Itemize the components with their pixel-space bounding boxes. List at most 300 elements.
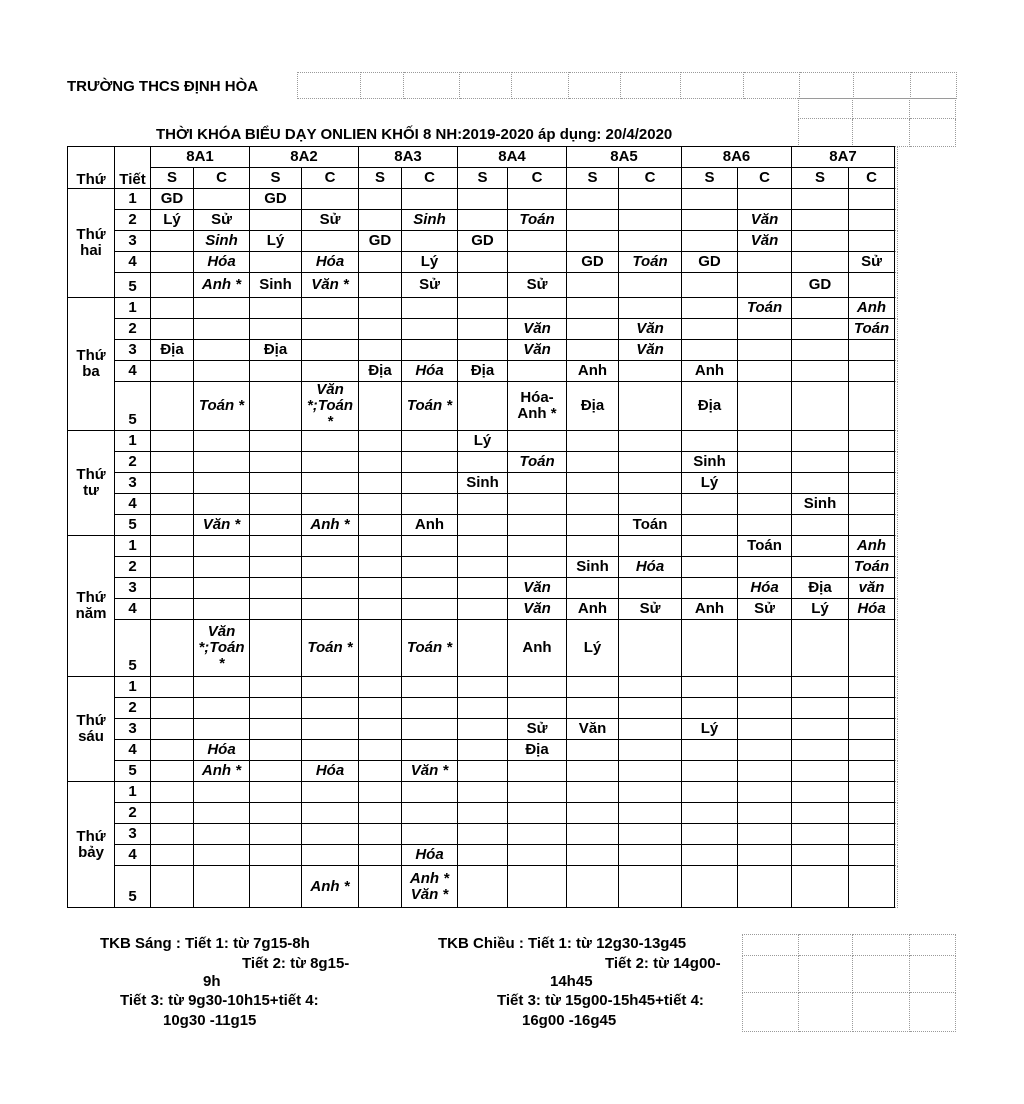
subject-cell: Toán (508, 452, 567, 473)
day-label: Thứ hai (68, 189, 115, 298)
subject-cell (194, 452, 250, 473)
subject-cell (151, 677, 194, 698)
subject-cell (250, 761, 302, 782)
subject-cell: Toán (619, 252, 682, 273)
subject-cell: Văn *;Toán * (302, 382, 359, 431)
subject-cell: Anh (849, 536, 895, 557)
subject-cell: Văn * (194, 515, 250, 536)
subject-cell: Văn * (302, 273, 359, 298)
subject-cell (849, 620, 895, 677)
sheet-cell (895, 761, 898, 782)
subject-cell (402, 824, 458, 845)
sheet-cell (895, 620, 898, 677)
subject-cell: Hóa (402, 361, 458, 382)
subject-cell (302, 719, 359, 740)
subject-cell (359, 536, 402, 557)
subject-cell (359, 677, 402, 698)
subject-cell (619, 824, 682, 845)
subject-cell (792, 824, 849, 845)
session-header: S (458, 168, 508, 189)
class-header-8a4: 8A4 (458, 147, 567, 168)
note-afternoon-2a: Tiết 2: từ 14g00- (605, 955, 721, 972)
subject-cell (359, 515, 402, 536)
subject-cell: Toán (738, 298, 792, 319)
subject-cell (738, 782, 792, 803)
subject-cell (738, 189, 792, 210)
subject-cell (619, 578, 682, 599)
subject-cell (849, 677, 895, 698)
subject-cell (849, 382, 895, 431)
subject-cell (619, 382, 682, 431)
subject-cell (194, 782, 250, 803)
subject-cell: Sử (402, 273, 458, 298)
subject-cell (792, 782, 849, 803)
day-label: Thứ ba (68, 298, 115, 431)
note-morning-3b: 10g30 -11g15 (163, 1012, 257, 1029)
subject-cell: Văn *;Toán * (194, 620, 250, 677)
subject-cell (849, 473, 895, 494)
table-row (68, 698, 898, 719)
subject-cell: Hóa (402, 845, 458, 866)
timetable-title: THỜI KHÓA BIỂU DẠY ONLIEN KHỐI 8 NH:2019-2020 áp dụng: 20/4/2020 (156, 126, 673, 143)
subject-cell: Toán (738, 536, 792, 557)
subject-cell (302, 677, 359, 698)
table-row (68, 189, 898, 210)
subject-cell (458, 578, 508, 599)
subject-cell (682, 866, 738, 908)
subject-cell (151, 473, 194, 494)
subject-cell (402, 740, 458, 761)
subject-cell (849, 210, 895, 231)
subject-cell: Hóa (194, 740, 250, 761)
subject-cell (849, 824, 895, 845)
subject-cell (508, 298, 567, 319)
subject-cell (792, 677, 849, 698)
subject-cell (402, 557, 458, 578)
table-row (68, 231, 898, 252)
subject-cell: Địa (359, 361, 402, 382)
sheet-cell (895, 536, 898, 557)
subject-cell (302, 319, 359, 340)
subject-cell (619, 803, 682, 824)
subject-cell (458, 382, 508, 431)
subject-cell (151, 361, 194, 382)
session-header: S (250, 168, 302, 189)
subject-cell: Địa (792, 578, 849, 599)
subject-cell (682, 536, 738, 557)
subject-cell (359, 431, 402, 452)
subject-cell (619, 536, 682, 557)
sheet-cell (895, 252, 898, 273)
subject-cell: Địa (458, 361, 508, 382)
table-row (68, 273, 898, 298)
sheet-cell (895, 147, 898, 168)
subject-cell (738, 361, 792, 382)
subject-cell (567, 340, 619, 361)
subject-cell: Lý (682, 473, 738, 494)
sheet-cell (895, 189, 898, 210)
sheet-cell (895, 473, 898, 494)
subject-cell (619, 677, 682, 698)
subject-cell (682, 782, 738, 803)
subject-cell (792, 382, 849, 431)
period-number: 5 (115, 515, 151, 536)
subject-cell (302, 740, 359, 761)
subject-cell (458, 340, 508, 361)
subject-cell (567, 803, 619, 824)
session-header-row (68, 168, 898, 189)
subject-cell (849, 740, 895, 761)
class-header-8a7: 8A7 (792, 147, 895, 168)
subject-cell: Văn * (402, 761, 458, 782)
subject-cell (849, 231, 895, 252)
period-number: 4 (115, 252, 151, 273)
subject-cell (359, 473, 402, 494)
subject-cell (849, 431, 895, 452)
subject-cell (151, 431, 194, 452)
subject-cell: Anh (849, 298, 895, 319)
subject-cell: Sử (619, 599, 682, 620)
subject-cell: Sinh (250, 273, 302, 298)
day-label: Thứ bảy (68, 782, 115, 908)
subject-cell (567, 845, 619, 866)
subject-cell (792, 719, 849, 740)
subject-cell (619, 210, 682, 231)
subject-cell (738, 845, 792, 866)
subject-cell: GD (151, 189, 194, 210)
class-header-8a2: 8A2 (250, 147, 359, 168)
subject-cell (194, 431, 250, 452)
subject-cell (458, 210, 508, 231)
subject-cell: Toán (508, 210, 567, 231)
subject-cell (508, 494, 567, 515)
header-tiet: Tiết (115, 147, 151, 189)
subject-cell (458, 319, 508, 340)
subject-cell: Anh (567, 599, 619, 620)
session-header: C (849, 168, 895, 189)
subject-cell: Hóa (619, 557, 682, 578)
subject-cell (359, 252, 402, 273)
subject-cell (194, 494, 250, 515)
subject-cell (619, 719, 682, 740)
subject-cell (508, 803, 567, 824)
period-number: 5 (115, 273, 151, 298)
subject-cell (738, 620, 792, 677)
subject-cell (849, 340, 895, 361)
subject-cell (682, 431, 738, 452)
subject-cell (682, 677, 738, 698)
subject-cell (250, 578, 302, 599)
sheet-cell (895, 231, 898, 252)
subject-cell (849, 761, 895, 782)
subject-cell (792, 431, 849, 452)
subject-cell: Văn (508, 599, 567, 620)
subject-cell (849, 803, 895, 824)
subject-cell (738, 494, 792, 515)
sheet-cell (895, 698, 898, 719)
subject-cell (738, 557, 792, 578)
subject-cell (194, 340, 250, 361)
school-name: TRƯỜNG THCS ĐỊNH HÒA (67, 78, 259, 95)
subject-cell (151, 298, 194, 319)
subject-cell: Hóa (738, 578, 792, 599)
class-header-8a6: 8A6 (682, 147, 792, 168)
sheet-cell (895, 599, 898, 620)
subject-cell (359, 273, 402, 298)
note-morning-2a: Tiết 2: từ 8g15- (242, 955, 350, 972)
table-row (68, 298, 898, 319)
subject-cell (458, 252, 508, 273)
subject-cell (250, 252, 302, 273)
note-morning-2b: 9h (203, 973, 221, 990)
subject-cell (194, 319, 250, 340)
subject-cell: Văn (508, 578, 567, 599)
sheet-cell (895, 431, 898, 452)
subject-cell (402, 599, 458, 620)
bottom-sheet-grid (742, 934, 956, 1032)
subject-cell: Văn (508, 319, 567, 340)
subject-cell: GD (567, 252, 619, 273)
session-header: C (738, 168, 792, 189)
subject-cell (682, 845, 738, 866)
subject-cell (458, 740, 508, 761)
subject-cell (738, 273, 792, 298)
subject-cell (250, 824, 302, 845)
period-number: 3 (115, 719, 151, 740)
subject-cell: Địa (151, 340, 194, 361)
subject-cell (792, 740, 849, 761)
period-number: 3 (115, 578, 151, 599)
subject-cell (619, 452, 682, 473)
subject-cell (682, 273, 738, 298)
class-header-row (68, 147, 898, 168)
subject-cell (682, 231, 738, 252)
subject-cell: GD (682, 252, 738, 273)
subject-cell (302, 431, 359, 452)
period-number: 3 (115, 473, 151, 494)
subject-cell (302, 824, 359, 845)
subject-cell: GD (359, 231, 402, 252)
subject-cell (682, 494, 738, 515)
subject-cell (508, 431, 567, 452)
subject-cell (402, 473, 458, 494)
sheet-cell (895, 210, 898, 231)
subject-cell (250, 620, 302, 677)
subject-cell (682, 803, 738, 824)
subject-cell (194, 698, 250, 719)
subject-cell (619, 189, 682, 210)
sheet-cell (895, 452, 898, 473)
subject-cell (302, 231, 359, 252)
subject-cell: Anh * (302, 515, 359, 536)
subject-cell (508, 782, 567, 803)
session-header: S (567, 168, 619, 189)
table-row (68, 340, 898, 361)
subject-cell (567, 273, 619, 298)
subject-cell (458, 761, 508, 782)
subject-cell (250, 494, 302, 515)
subject-cell (194, 677, 250, 698)
subject-cell (792, 866, 849, 908)
class-header-8a5: 8A5 (567, 147, 682, 168)
subject-cell (792, 845, 849, 866)
table-row (68, 578, 898, 599)
subject-cell (359, 845, 402, 866)
subject-cell (359, 189, 402, 210)
subject-cell (359, 210, 402, 231)
subject-cell (250, 536, 302, 557)
session-header: S (359, 168, 402, 189)
subject-cell (359, 578, 402, 599)
note-morning-1: TKB Sáng : Tiết 1: từ 7g15-8h (100, 935, 310, 952)
subject-cell (738, 431, 792, 452)
subject-cell: Địa (250, 340, 302, 361)
subject-cell (302, 494, 359, 515)
subject-cell (402, 231, 458, 252)
subject-cell: Địa (682, 382, 738, 431)
subject-cell (458, 494, 508, 515)
subject-cell: Toán * (402, 620, 458, 677)
subject-cell: Văn (619, 319, 682, 340)
subject-cell (250, 361, 302, 382)
subject-cell (402, 578, 458, 599)
period-number: 1 (115, 431, 151, 452)
subject-cell (402, 319, 458, 340)
table-row (68, 824, 898, 845)
subject-cell (302, 473, 359, 494)
subject-cell (682, 620, 738, 677)
subject-cell (458, 273, 508, 298)
sheet-cell (895, 557, 898, 578)
subject-cell (402, 677, 458, 698)
subject-cell (458, 536, 508, 557)
subject-cell (250, 803, 302, 824)
subject-cell (508, 557, 567, 578)
subject-cell: Anh (508, 620, 567, 677)
subject-cell (402, 298, 458, 319)
sheet-cell (895, 782, 898, 803)
subject-cell (508, 189, 567, 210)
subject-cell (682, 740, 738, 761)
subject-cell (151, 231, 194, 252)
sheet-cell (895, 340, 898, 361)
subject-cell (682, 698, 738, 719)
subject-cell (250, 298, 302, 319)
subject-cell (359, 557, 402, 578)
subject-cell (402, 782, 458, 803)
subject-cell (849, 866, 895, 908)
subject-cell (738, 452, 792, 473)
subject-cell (738, 761, 792, 782)
day-label: Thứ năm (68, 536, 115, 677)
subject-cell (250, 866, 302, 908)
subject-cell (250, 319, 302, 340)
subject-cell (508, 698, 567, 719)
subject-cell (359, 298, 402, 319)
subject-cell (194, 599, 250, 620)
subject-cell (194, 189, 250, 210)
session-header: C (619, 168, 682, 189)
session-header: S (151, 168, 194, 189)
subject-cell: Sinh (194, 231, 250, 252)
subject-cell (458, 515, 508, 536)
subject-cell (619, 782, 682, 803)
subject-cell: văn (849, 578, 895, 599)
subject-cell: Toán (849, 557, 895, 578)
subject-cell (738, 677, 792, 698)
subject-cell (567, 452, 619, 473)
class-header-8a3: 8A3 (359, 147, 458, 168)
subject-cell (458, 298, 508, 319)
subject-cell (250, 452, 302, 473)
subject-cell (619, 866, 682, 908)
subject-cell (682, 210, 738, 231)
class-header-8a1: 8A1 (151, 147, 250, 168)
subject-cell (849, 515, 895, 536)
subject-cell (458, 698, 508, 719)
subject-cell (849, 719, 895, 740)
subject-cell (194, 298, 250, 319)
table-row (68, 599, 898, 620)
subject-cell (359, 698, 402, 719)
session-header: S (792, 168, 849, 189)
subject-cell (508, 515, 567, 536)
subject-cell (250, 515, 302, 536)
subject-cell (508, 845, 567, 866)
subject-cell: Sử (508, 273, 567, 298)
subject-cell (567, 578, 619, 599)
sheet-cell (895, 382, 898, 431)
subject-cell (458, 824, 508, 845)
subject-cell: Anh (682, 599, 738, 620)
subject-cell (151, 599, 194, 620)
subject-cell (250, 210, 302, 231)
subject-cell (194, 536, 250, 557)
subject-cell (302, 340, 359, 361)
subject-cell (359, 866, 402, 908)
sheet-cell (895, 677, 898, 698)
subject-cell (508, 252, 567, 273)
subject-cell: Lý (151, 210, 194, 231)
subject-cell: Địa (567, 382, 619, 431)
subject-cell (458, 599, 508, 620)
sheet-cell (895, 361, 898, 382)
period-number: 5 (115, 761, 151, 782)
subject-cell: Anh * (194, 761, 250, 782)
subject-cell (849, 698, 895, 719)
subject-cell (682, 761, 738, 782)
subject-cell: Lý (567, 620, 619, 677)
subject-cell: Anh * (194, 273, 250, 298)
subject-cell (402, 536, 458, 557)
subject-cell (619, 231, 682, 252)
subject-cell: Sử (302, 210, 359, 231)
subject-cell (792, 698, 849, 719)
subject-cell: Sinh (567, 557, 619, 578)
sheet-cell (895, 719, 898, 740)
timetable (67, 146, 898, 908)
session-header: S (682, 168, 738, 189)
sheet-cell (895, 866, 898, 908)
subject-cell (682, 578, 738, 599)
subject-cell (567, 677, 619, 698)
subject-cell (302, 599, 359, 620)
subject-cell (250, 431, 302, 452)
period-number: 5 (115, 382, 151, 431)
subject-cell (508, 361, 567, 382)
subject-cell: Anh (567, 361, 619, 382)
subject-cell (302, 803, 359, 824)
